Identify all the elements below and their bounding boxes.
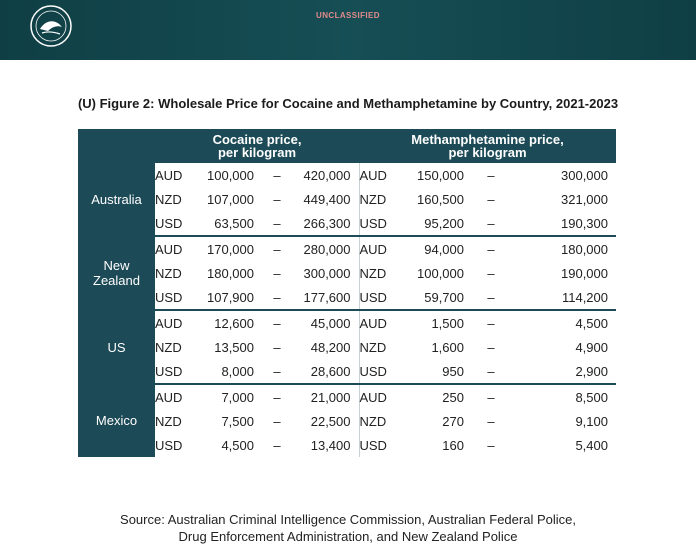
cocaine-low-cell: 107,000	[207, 191, 254, 207]
table-row	[78, 211, 616, 236]
source-line1: Source: Australian Criminal Intelligence Commission, Australian Federal Police,	[120, 512, 576, 527]
currency-cell: NZD	[155, 339, 182, 355]
meth-high-cell: 180,000	[561, 241, 608, 257]
cocaine-low-cell: 170,000	[207, 241, 254, 257]
header-banner	[0, 0, 696, 60]
meth-low-cell: 950	[403, 359, 472, 384]
table-row	[78, 433, 616, 457]
cocaine-low-cell: 180,000	[207, 265, 254, 281]
range-dash: –	[273, 339, 281, 355]
currency-cell: AUD	[155, 241, 183, 257]
range-dash: –	[472, 359, 510, 384]
range-dash: –	[487, 191, 495, 207]
currency-cell: AUD	[155, 315, 183, 331]
cocaine-low-cell: 7,000	[221, 389, 254, 405]
meth-low-cell: 150,000	[417, 167, 464, 183]
currency-cell: NZD	[359, 339, 387, 355]
currency-cell: USD	[155, 285, 199, 310]
table-row	[78, 409, 616, 433]
currency-cell: USD	[359, 437, 387, 453]
meth-high-cell: 190,000	[561, 265, 608, 281]
table-corner	[78, 129, 155, 163]
country-label-line1: New	[103, 258, 130, 273]
currency-cell: USD	[359, 359, 403, 384]
meth-high-cell: 4,900	[575, 339, 608, 355]
meth-header-line2: per kilogram	[448, 145, 527, 160]
table-row	[78, 285, 616, 310]
meth-high-cell: 114,200	[510, 285, 616, 310]
meth-low-cell: 95,200	[403, 211, 472, 236]
currency-cell: AUD	[359, 241, 387, 257]
range-dash: –	[472, 211, 510, 236]
currency-cell: AUD	[359, 167, 387, 183]
range-dash: –	[487, 241, 495, 257]
meth-high-cell: 2,900	[510, 359, 616, 384]
range-dash: –	[273, 437, 281, 453]
cocaine-low-cell: 100,000	[207, 167, 254, 183]
currency-cell: AUD	[155, 389, 183, 405]
currency-cell: NZD	[155, 265, 182, 281]
meth-high-cell: 300,000	[561, 167, 608, 183]
country-label: US	[78, 310, 155, 384]
meth-high-cell: 5,400	[575, 437, 608, 453]
cocaine-high-cell: 28,600	[292, 359, 359, 384]
currency-cell: NZD	[155, 413, 182, 429]
cocaine-high-cell: 45,000	[292, 310, 359, 335]
cocaine-high-cell: 266,300	[292, 211, 359, 236]
currency-cell: AUD	[155, 167, 183, 183]
table-row	[78, 187, 616, 211]
currency-cell: NZD	[359, 191, 387, 207]
currency-cell: USD	[359, 211, 403, 236]
meth-low-cell: 160	[442, 437, 464, 453]
range-dash: –	[487, 265, 495, 281]
cocaine-header-line2: per kilogram	[217, 145, 297, 160]
cocaine-high-cell: 177,600	[292, 285, 359, 310]
cocaine-high-cell: 13,400	[292, 433, 359, 457]
range-dash: –	[273, 265, 281, 281]
source-line2: Drug Enforcement Administration, and New Zealand Police	[178, 529, 518, 544]
cocaine-high-cell: 300,000	[292, 261, 359, 285]
cocaine-low-cell: 13,500	[214, 339, 254, 355]
range-dash: –	[273, 315, 281, 331]
range-dash: –	[487, 339, 495, 355]
cocaine-high-cell: 420,000	[292, 163, 359, 187]
cocaine-low-cell: 12,600	[214, 315, 254, 331]
meth-high-cell: 9,100	[575, 413, 608, 429]
cocaine-high-cell: 21,000	[292, 384, 359, 409]
range-dash: –	[487, 437, 495, 453]
meth-high-cell: 4,500	[575, 315, 608, 331]
currency-cell: USD	[155, 211, 199, 236]
cocaine-high-cell: 280,000	[292, 236, 359, 261]
cocaine-high-cell: 449,400	[292, 187, 359, 211]
range-dash: –	[487, 315, 495, 331]
currency-cell: AUD	[359, 315, 387, 331]
table-row	[78, 236, 616, 261]
table-row	[78, 163, 616, 187]
currency-cell: NZD	[155, 191, 182, 207]
cocaine-low-cell: 107,900	[199, 285, 262, 310]
country-label: Australia	[78, 163, 155, 236]
range-dash: –	[273, 191, 281, 207]
range-dash: –	[273, 413, 281, 429]
table-row	[78, 335, 616, 359]
source-note	[0, 511, 696, 545]
range-dash: –	[262, 285, 292, 310]
range-dash: –	[472, 285, 510, 310]
meth-low-cell: 59,700	[403, 285, 472, 310]
currency-cell: NZD	[359, 413, 387, 429]
meth-high-cell: 190,300	[510, 211, 616, 236]
meth-high-cell: 8,500	[575, 389, 608, 405]
cocaine-low-cell: 8,000	[199, 359, 262, 384]
table-row	[78, 261, 616, 285]
meth-low-cell: 100,000	[417, 265, 464, 281]
table-row	[78, 359, 616, 384]
cocaine-low-cell: 63,500	[199, 211, 262, 236]
meth-header-line1: Methamphetamine price,	[411, 132, 564, 147]
currency-cell: USD	[359, 285, 403, 310]
range-dash: –	[487, 389, 495, 405]
range-dash: –	[487, 167, 495, 183]
cocaine-high-cell: 48,200	[292, 335, 359, 359]
cocaine-header-line1: Cocaine price,	[212, 132, 302, 147]
table-row	[78, 310, 616, 335]
meth-low-cell: 1,600	[431, 339, 464, 355]
range-dash: –	[262, 359, 292, 384]
currency-cell: USD	[155, 437, 183, 453]
table-row	[78, 384, 616, 409]
range-dash: –	[262, 211, 292, 236]
country-label-line2: Zealand	[93, 273, 140, 288]
currency-cell: USD	[155, 359, 199, 384]
currency-cell: AUD	[359, 389, 387, 405]
cocaine-high-cell: 22,500	[292, 409, 359, 433]
range-dash: –	[273, 241, 281, 257]
currency-cell: NZD	[359, 265, 387, 281]
range-dash: –	[273, 167, 281, 183]
meth-low-cell: 270	[442, 413, 464, 429]
meth-low-cell: 94,000	[424, 241, 464, 257]
country-label: Mexico	[78, 384, 155, 457]
cocaine-low-cell: 7,500	[221, 413, 254, 429]
meth-low-cell: 1,500	[431, 315, 464, 331]
price-table	[78, 129, 616, 457]
meth-high-cell: 321,000	[561, 191, 608, 207]
figure-title: (U) Figure 2: Wholesale Price for Cocaine and Methamphetamine by Country, 2021-2023	[77, 96, 619, 111]
meth-low-cell: 160,500	[417, 191, 464, 207]
classification-marking: UNCLASSIFIED	[316, 11, 380, 20]
meth-low-cell: 250	[442, 389, 464, 405]
cocaine-low-cell: 4,500	[221, 437, 254, 453]
country-label	[78, 236, 155, 310]
range-dash: –	[487, 413, 495, 429]
cocaine-price-header	[155, 129, 359, 163]
meth-price-header	[359, 129, 616, 163]
range-dash: –	[273, 389, 281, 405]
